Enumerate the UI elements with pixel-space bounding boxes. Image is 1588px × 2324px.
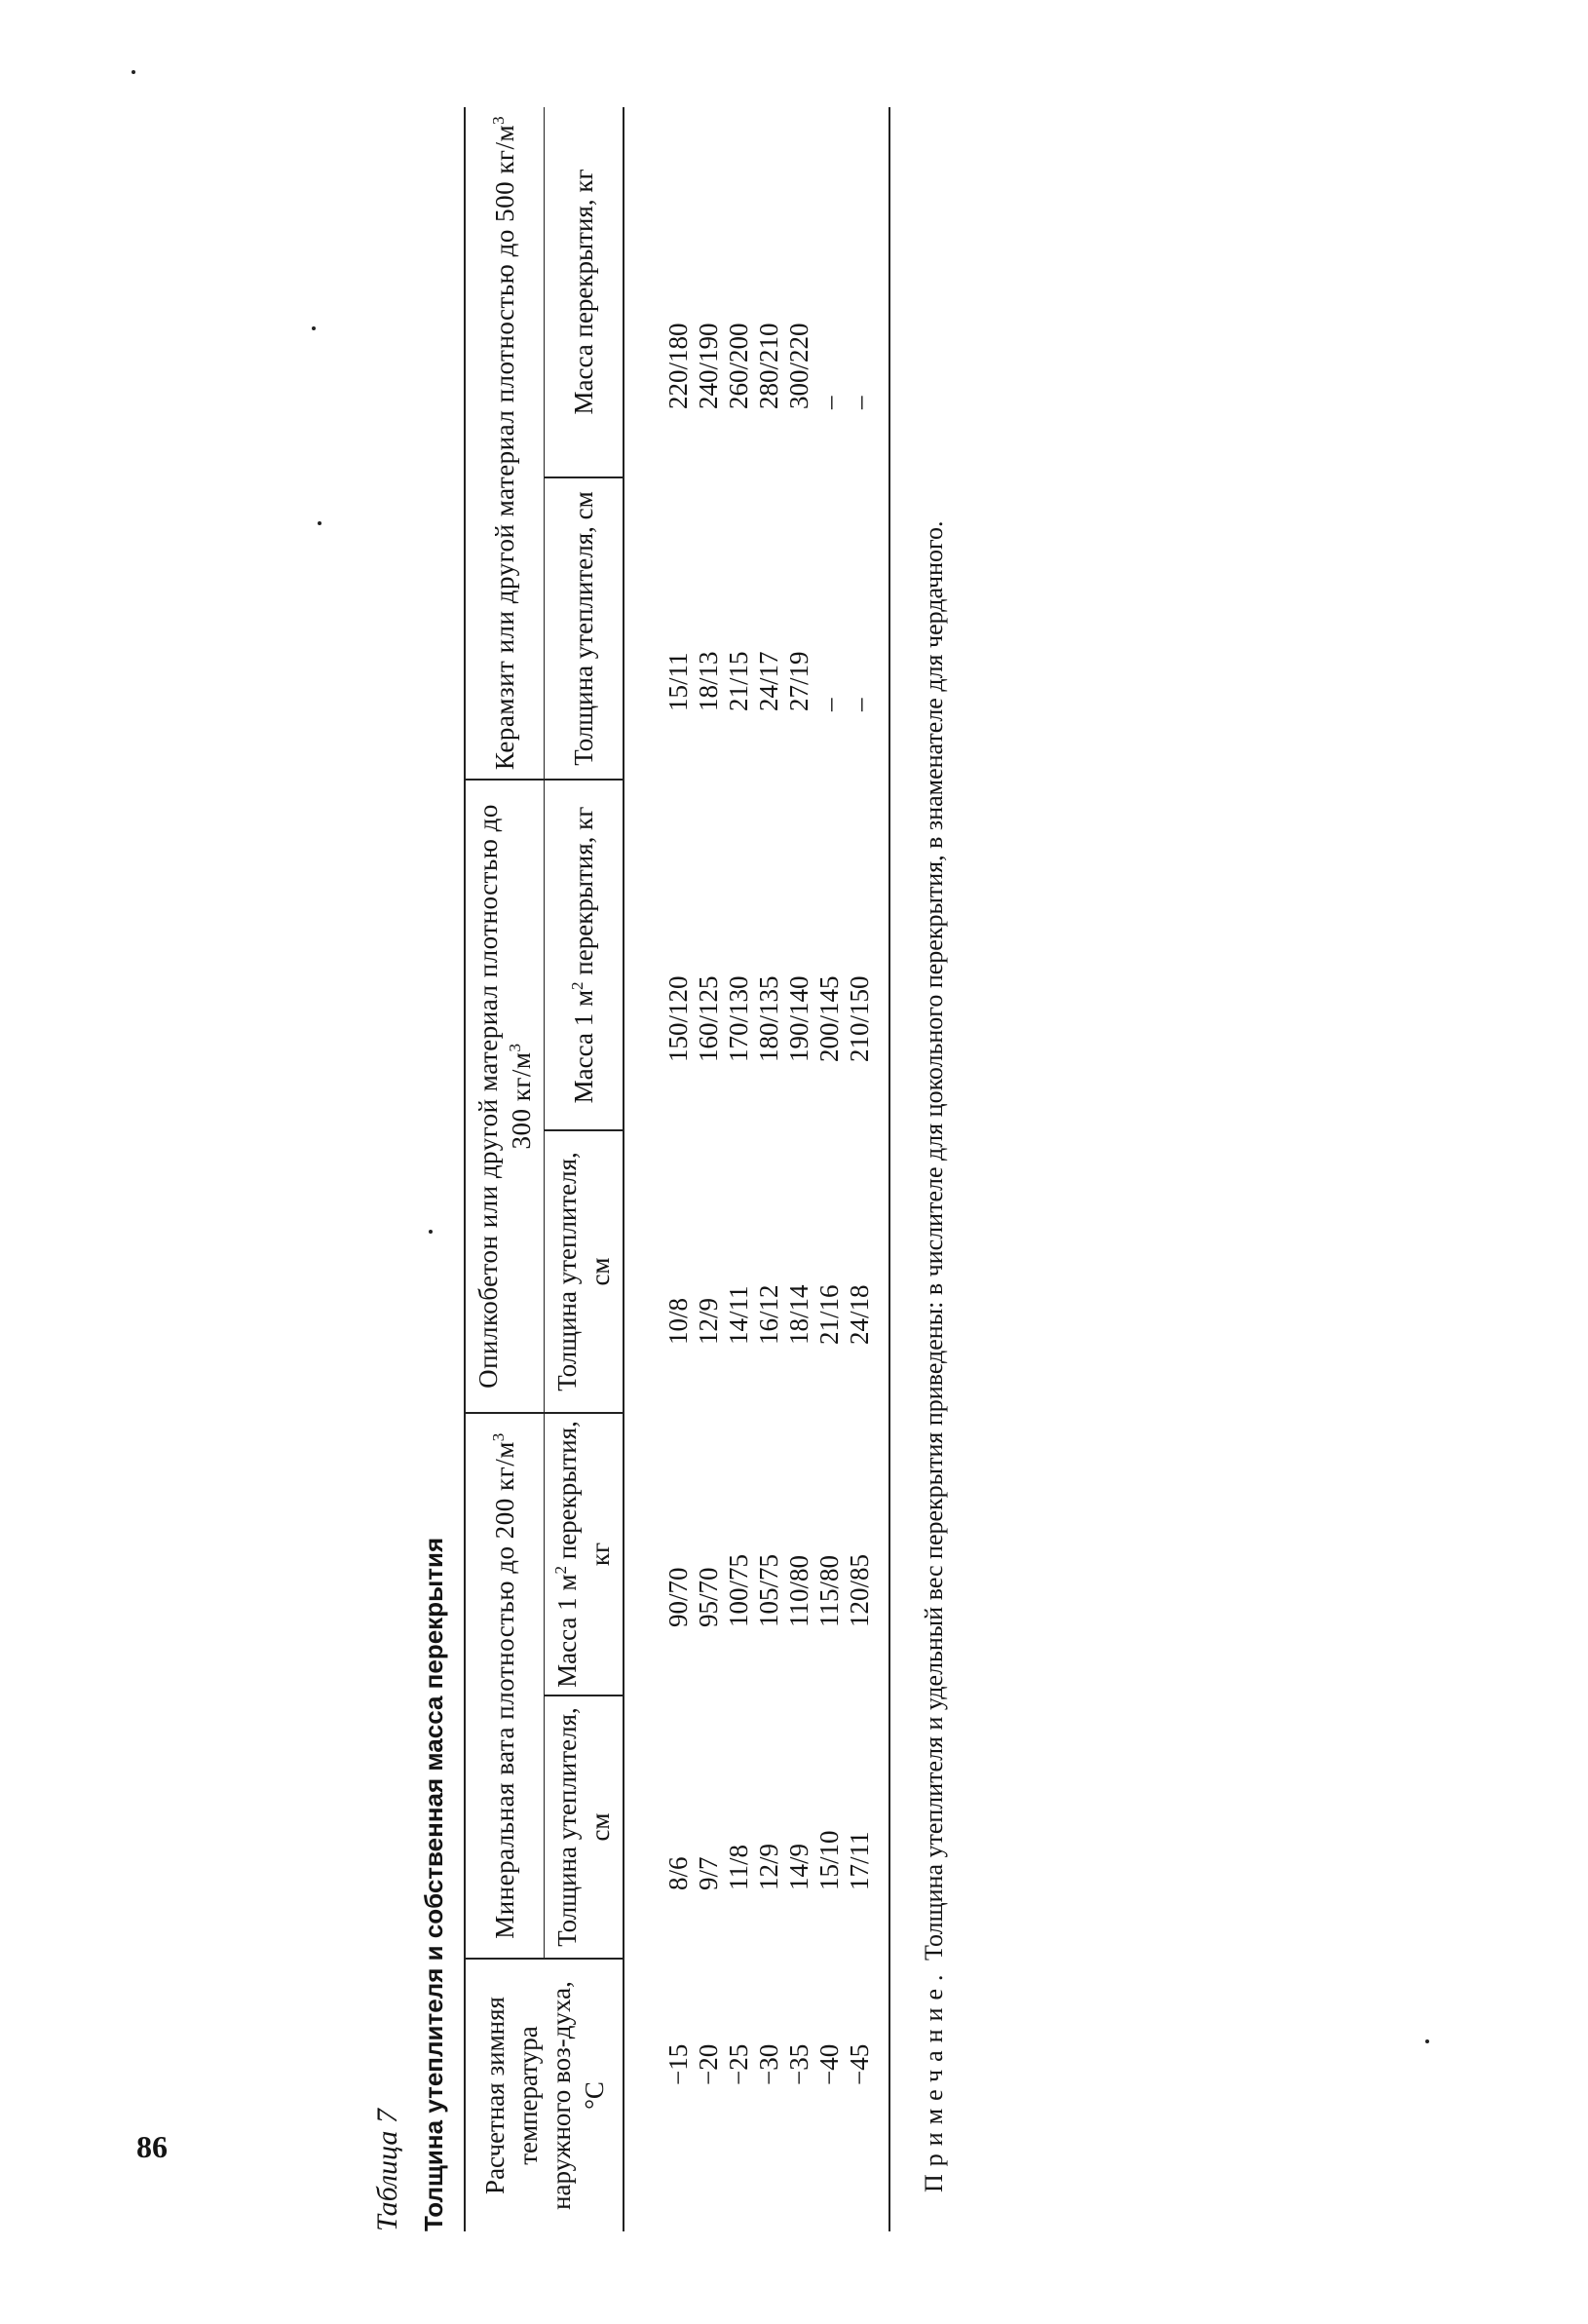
table-cell: −45 bbox=[845, 1959, 889, 2231]
table-row bbox=[845, 107, 889, 2231]
table-cell: 105/75 bbox=[754, 1553, 783, 1627]
table-cell: 15/10 bbox=[814, 1830, 844, 1890]
header-group-expanded-clay: Керамзит или другой материал плотностью до 500 $кг/м^3$ bbox=[465, 107, 545, 780]
table-cell: 170/130 bbox=[724, 975, 753, 1062]
table-cell: 12/9 bbox=[754, 1843, 783, 1890]
table-cell: 17/11 bbox=[845, 1695, 889, 1959]
table-cell: 280/210 bbox=[754, 323, 783, 409]
table-row bbox=[814, 107, 845, 2231]
table-cell: 10/8 bbox=[663, 1297, 693, 1345]
table-cell: −25 bbox=[724, 2043, 753, 2085]
table-row bbox=[754, 107, 784, 2231]
header-mass-m2: Масса 1 $м^2$ перекрытия, кг bbox=[545, 780, 624, 1130]
table-cell: 21/16 bbox=[814, 1284, 844, 1345]
table-row bbox=[624, 107, 694, 2231]
table-cell: 18/14 bbox=[784, 1284, 813, 1345]
table-cell: 260/200 bbox=[724, 323, 753, 409]
note-lead: Примечание. bbox=[920, 1966, 948, 2192]
table-cell: 18/13 bbox=[694, 651, 723, 711]
scan-speck bbox=[312, 326, 316, 330]
table-cell: 180/135 bbox=[754, 975, 783, 1062]
table-cell: 16/12 bbox=[754, 1284, 783, 1345]
table-cell: 210/150 bbox=[845, 780, 889, 1130]
table-cell: – bbox=[845, 477, 889, 780]
header-thickness: Толщина утеплителя, см bbox=[545, 1130, 624, 1413]
header-temperature: Расчетная зимняя температура наружного воз-духа, °С bbox=[465, 1959, 624, 2231]
table-cell: 27/19 bbox=[784, 651, 813, 711]
table-cell: −35 bbox=[784, 2043, 813, 2085]
table-cell: 11/8 bbox=[724, 1845, 753, 1890]
table-cell: 300/220 bbox=[784, 323, 813, 409]
table-cell: −40 bbox=[814, 2043, 844, 2085]
table-row bbox=[784, 107, 814, 2231]
page-number: 86 bbox=[136, 2129, 168, 2164]
header-mass: Масса перекрытия, кг bbox=[545, 107, 624, 477]
table-caption: Таблица 7 bbox=[371, 2109, 403, 2231]
table-cell: 9/7 bbox=[694, 1856, 723, 1890]
table-cell: 90/70 bbox=[663, 1567, 693, 1627]
table-cell: 8/6 bbox=[663, 1856, 693, 1890]
insulation-table bbox=[464, 107, 890, 2231]
scan-speck bbox=[318, 521, 321, 525]
table-cell: 21/15 bbox=[724, 651, 753, 711]
header-thickness: Толщина утеплителя, см bbox=[545, 477, 624, 780]
table-cell: 15/11 bbox=[663, 652, 693, 711]
table-row bbox=[694, 107, 724, 2231]
table-note bbox=[916, 107, 953, 2231]
table-cell: 160/125 bbox=[694, 975, 723, 1062]
header-thickness: Толщина утеплителя, см bbox=[545, 1695, 624, 1959]
header-group-mineral-wool: Минеральная вата плотностью до 200 $кг/м^3$ bbox=[465, 1413, 545, 1959]
table-cell: 190/140 bbox=[784, 975, 813, 1062]
table-cell: 240/190 bbox=[694, 323, 723, 409]
table-cell: 110/80 bbox=[784, 1555, 813, 1627]
note-text: Толщина утеплителя и удельный вес перекрытия приведены: в числителе для цокольного перекрытия, в знаменателе для чердачного. bbox=[920, 520, 948, 1967]
table-cell: −20 bbox=[694, 2043, 723, 2085]
table-cell: 220/180 bbox=[663, 323, 693, 409]
table-cell: – bbox=[814, 396, 844, 409]
header-mass-m2: Масса 1 $м^2$ перекрытия, кг bbox=[545, 1413, 624, 1695]
table-cell: – bbox=[814, 698, 844, 711]
table-cell: 14/9 bbox=[784, 1843, 813, 1890]
table-cell: 150/120 bbox=[663, 975, 693, 1062]
table-row bbox=[724, 107, 754, 2231]
table-cell: 100/75 bbox=[724, 1553, 753, 1627]
table-cell: 14/11 bbox=[724, 1285, 753, 1345]
header-group-sawdust-concrete: Опилкобетон или другой материал плотностью до 300 $кг/м^3$ bbox=[465, 780, 545, 1413]
table-title: Толщина утеплителя и собственная масса перекрытия bbox=[419, 1537, 448, 2231]
rotated-table-block bbox=[370, 107, 1111, 2231]
table-cell: −30 bbox=[754, 2043, 783, 2085]
table-cell: 12/9 bbox=[694, 1297, 723, 1345]
scan-speck bbox=[132, 70, 135, 74]
table-cell: 24/17 bbox=[754, 651, 783, 711]
table-cell: – bbox=[845, 107, 889, 477]
table-cell: 95/70 bbox=[694, 1567, 723, 1627]
table-cell: 120/85 bbox=[845, 1413, 889, 1695]
scan-speck bbox=[1425, 2039, 1429, 2043]
table-cell: 200/145 bbox=[814, 975, 844, 1062]
table-cell: −15 bbox=[663, 2043, 693, 2085]
table-cell: 24/18 bbox=[845, 1130, 889, 1413]
table-cell: 115/80 bbox=[814, 1555, 844, 1627]
